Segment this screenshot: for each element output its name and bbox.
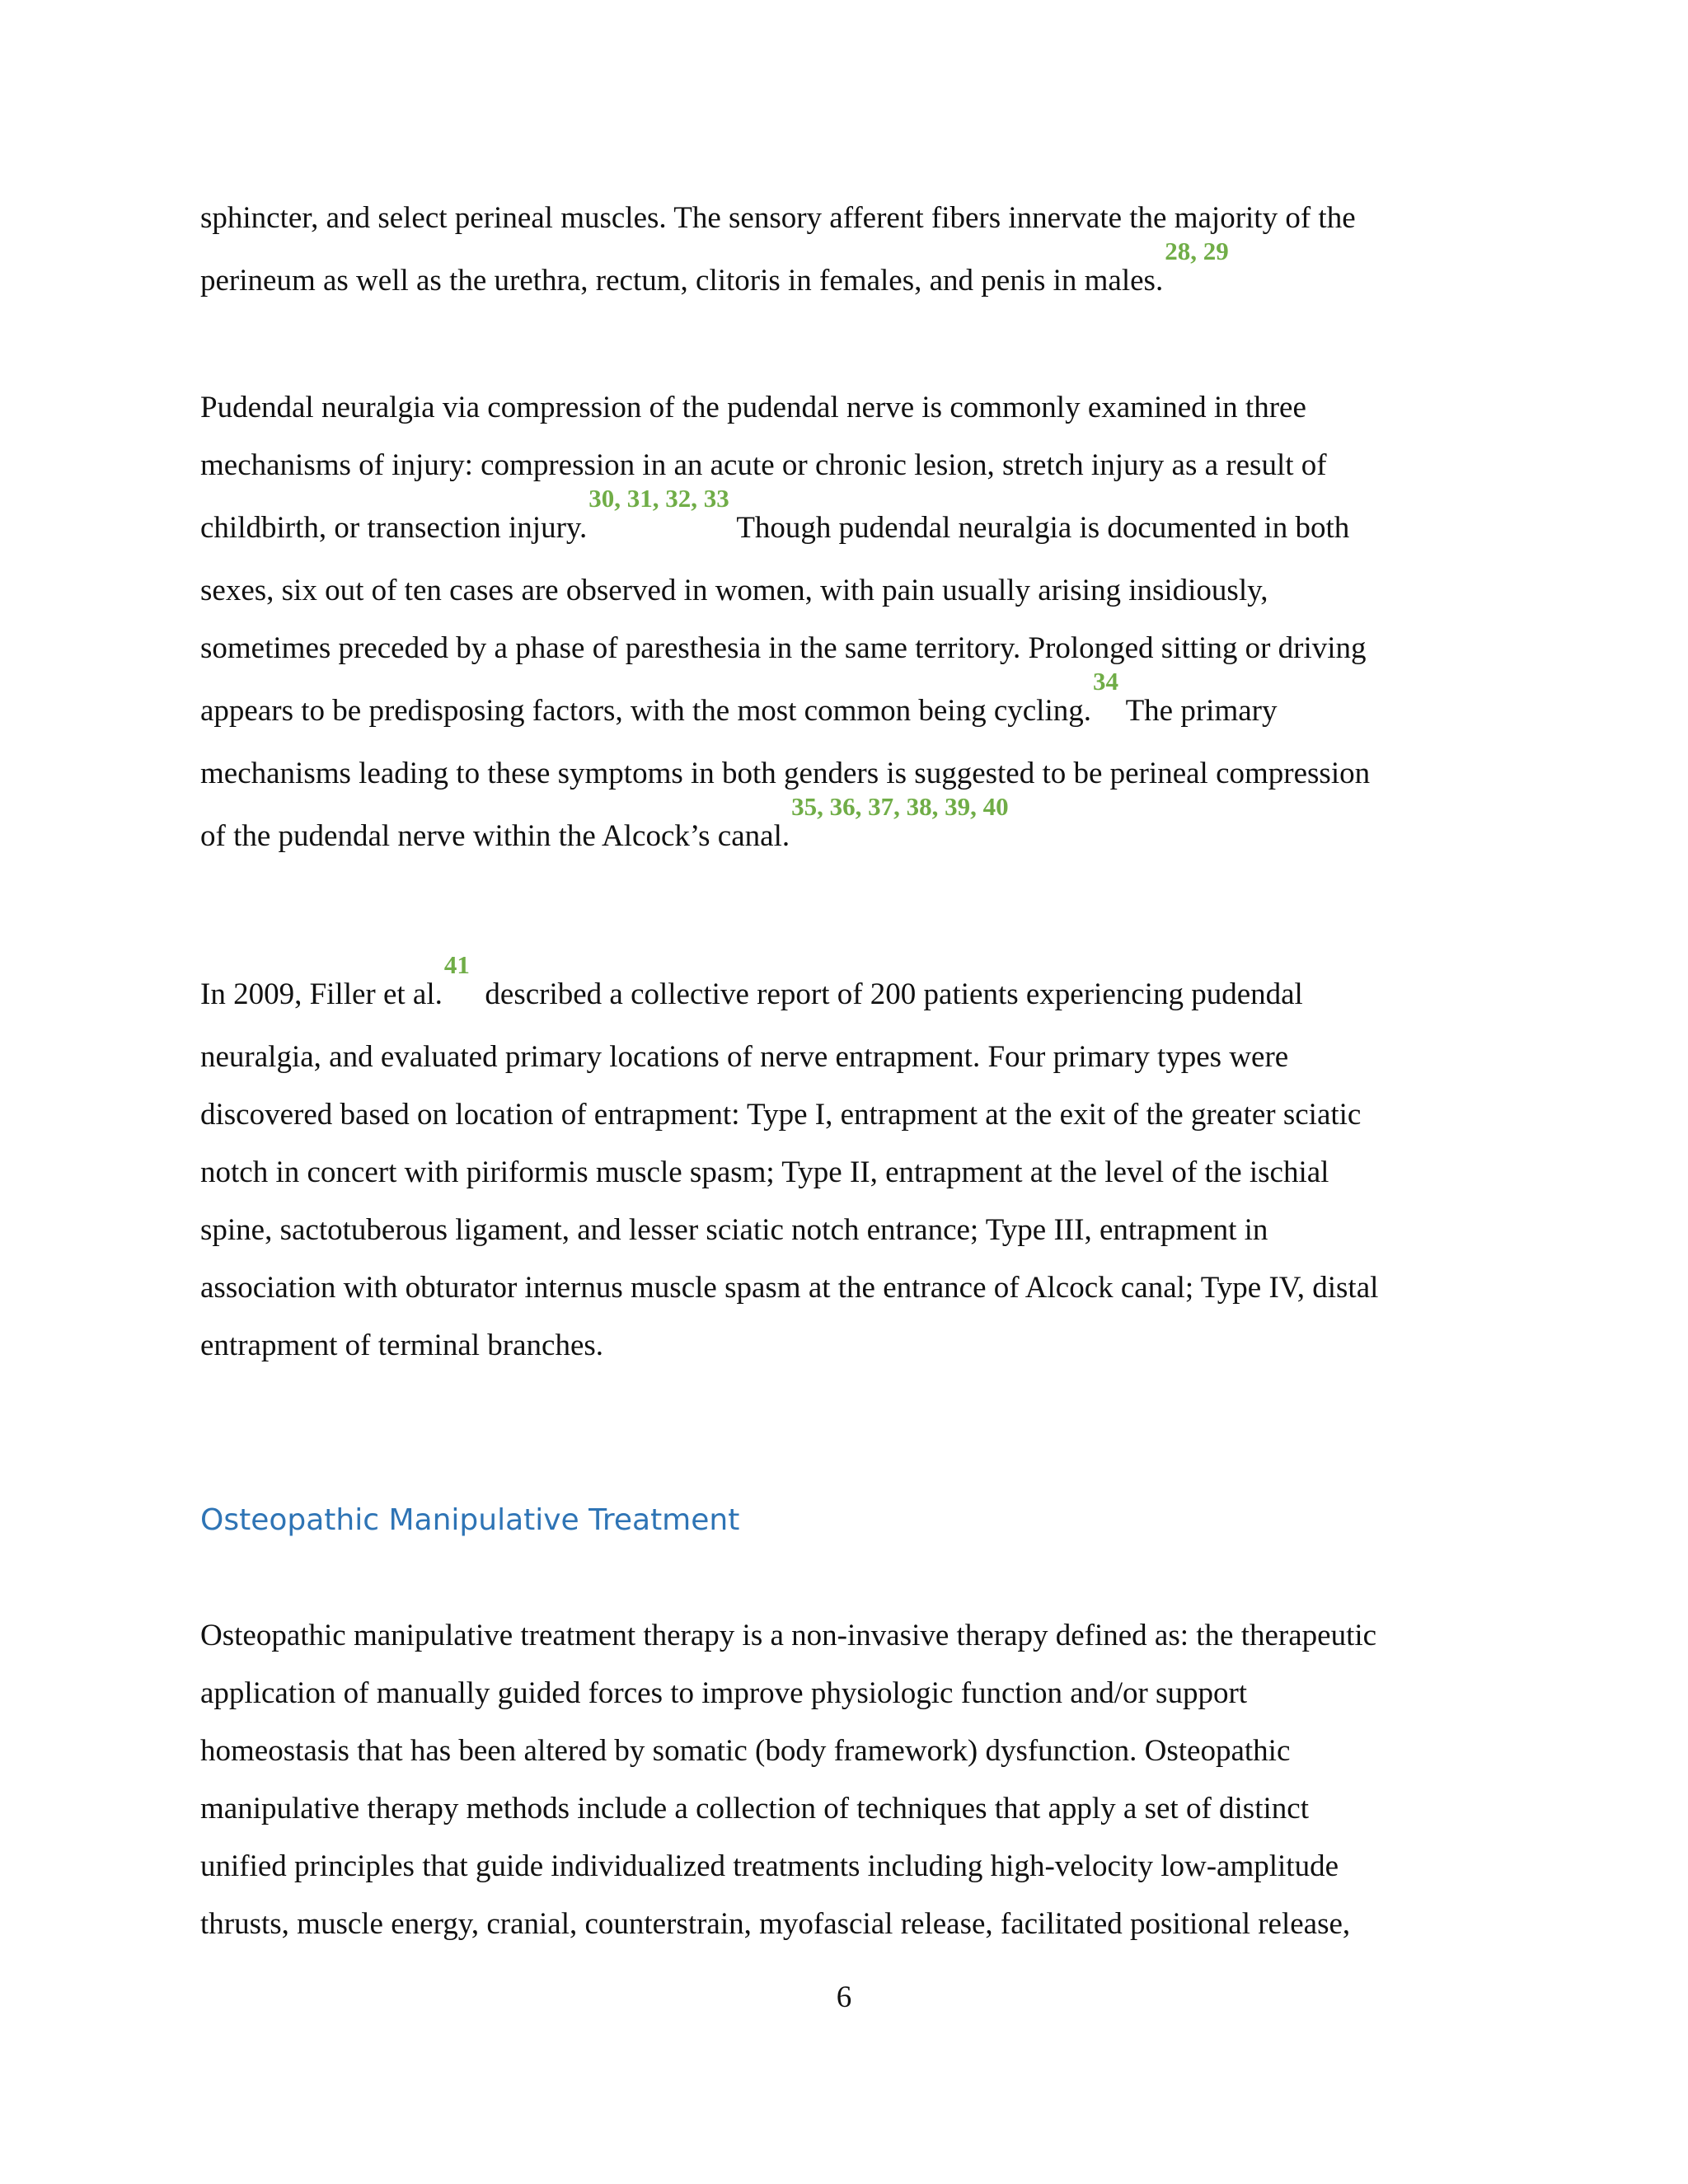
citation-superscript: 34 xyxy=(1093,666,1118,696)
text-run: The primary xyxy=(1118,694,1278,728)
text-run: In 2009, Filler et al. xyxy=(200,977,443,1011)
text-line: discovered based on location of entrapment: Type I, entrapment at the exit of the greater sciatic xyxy=(200,1098,1362,1132)
text-line: thrusts, muscle energy, cranial, counterstrain, myofascial release, facilitated positional release, xyxy=(200,1907,1351,1941)
text-run: described a collective report of 200 patients experiencing pudendal xyxy=(469,977,1303,1011)
text-line: Pudendal neuralgia via compression of the pudendal nerve is commonly examined in three xyxy=(200,391,1306,424)
text-line: entrapment of terminal branches. xyxy=(200,1329,604,1362)
text-line: homeostasis that has been altered by somatic (body framework) dysfunction. Osteopathic xyxy=(200,1734,1291,1768)
text-run: of the pudendal nerve within the Alcock’s canal. xyxy=(200,819,790,853)
text-run: childbirth, or transection injury. xyxy=(200,511,588,545)
page-number: 6 xyxy=(836,1980,852,2014)
text-run: appears to be predisposing factors, with the most common being cycling. xyxy=(200,694,1091,728)
text-line: application of manually guided forces to improve physiologic function and/or support xyxy=(200,1676,1248,1710)
citation-superscript: 28, 29 xyxy=(1165,236,1229,265)
text-line xyxy=(200,236,1356,315)
paragraph-filler-report xyxy=(200,949,1379,1375)
text-run: perineum as well as the urethra, rectum, clitoris in females, and penis in males. xyxy=(200,264,1164,298)
text-line xyxy=(200,666,1370,745)
paragraph-sensory-fibers xyxy=(200,190,1356,315)
text-run: Though pudendal neuralgia is documented in both xyxy=(729,511,1350,545)
paragraph-pudendal-neuralgia xyxy=(200,379,1370,870)
text-line: neuralgia, and evaluated primary locations of nerve entrapment. Four primary types were xyxy=(200,1040,1289,1074)
section-heading: Osteopathic Manipulative Treatment xyxy=(200,1503,740,1537)
text-line xyxy=(200,483,1370,562)
text-line: manipulative therapy methods include a collection of techniques that apply a set of distinct xyxy=(200,1792,1309,1825)
citation-superscript: 41 xyxy=(443,949,470,979)
citation-superscript: 30, 31, 32, 33 xyxy=(588,483,729,513)
text-line: sometimes preceded by a phase of paresthesia in the same territory. Prolonged sitting or driving xyxy=(200,631,1367,665)
text-line: notch in concert with piriformis muscle spasm; Type II, entrapment at the level of the ischial xyxy=(200,1155,1329,1189)
text-line: mechanisms of injury: compression in an acute or chronic lesion, stretch injury as a result of xyxy=(200,448,1327,482)
text-line: mechanisms leading to these symptoms in both genders is suggested to be perineal compression xyxy=(200,757,1371,790)
text-line: sphincter, and select perineal muscles. The sensory afferent fibers innervate the majority of the xyxy=(200,201,1356,235)
text-line: unified principles that guide individualized treatments including high-velocity low-amplitude xyxy=(200,1849,1339,1883)
paragraph-omt-definition xyxy=(200,1607,1376,1953)
text-line: spine, sactotuberous ligament, and lesser sciatic notch entrance; Type III, entrapment in xyxy=(200,1213,1268,1247)
text-line: Osteopathic manipulative treatment therapy is a non-invasive therapy defined as: the therapeutic xyxy=(200,1619,1377,1652)
citation-superscript: 35, 36, 37, 38, 39, 40 xyxy=(791,791,1009,821)
text-line: sexes, six out of ten cases are observed in women, with pain usually arising insidiously, xyxy=(200,574,1268,607)
text-line: association with obturator internus muscle spasm at the entrance of Alcock canal; Type IV, distal xyxy=(200,1271,1379,1305)
text-line xyxy=(200,791,1370,870)
text-line xyxy=(200,949,1378,1029)
